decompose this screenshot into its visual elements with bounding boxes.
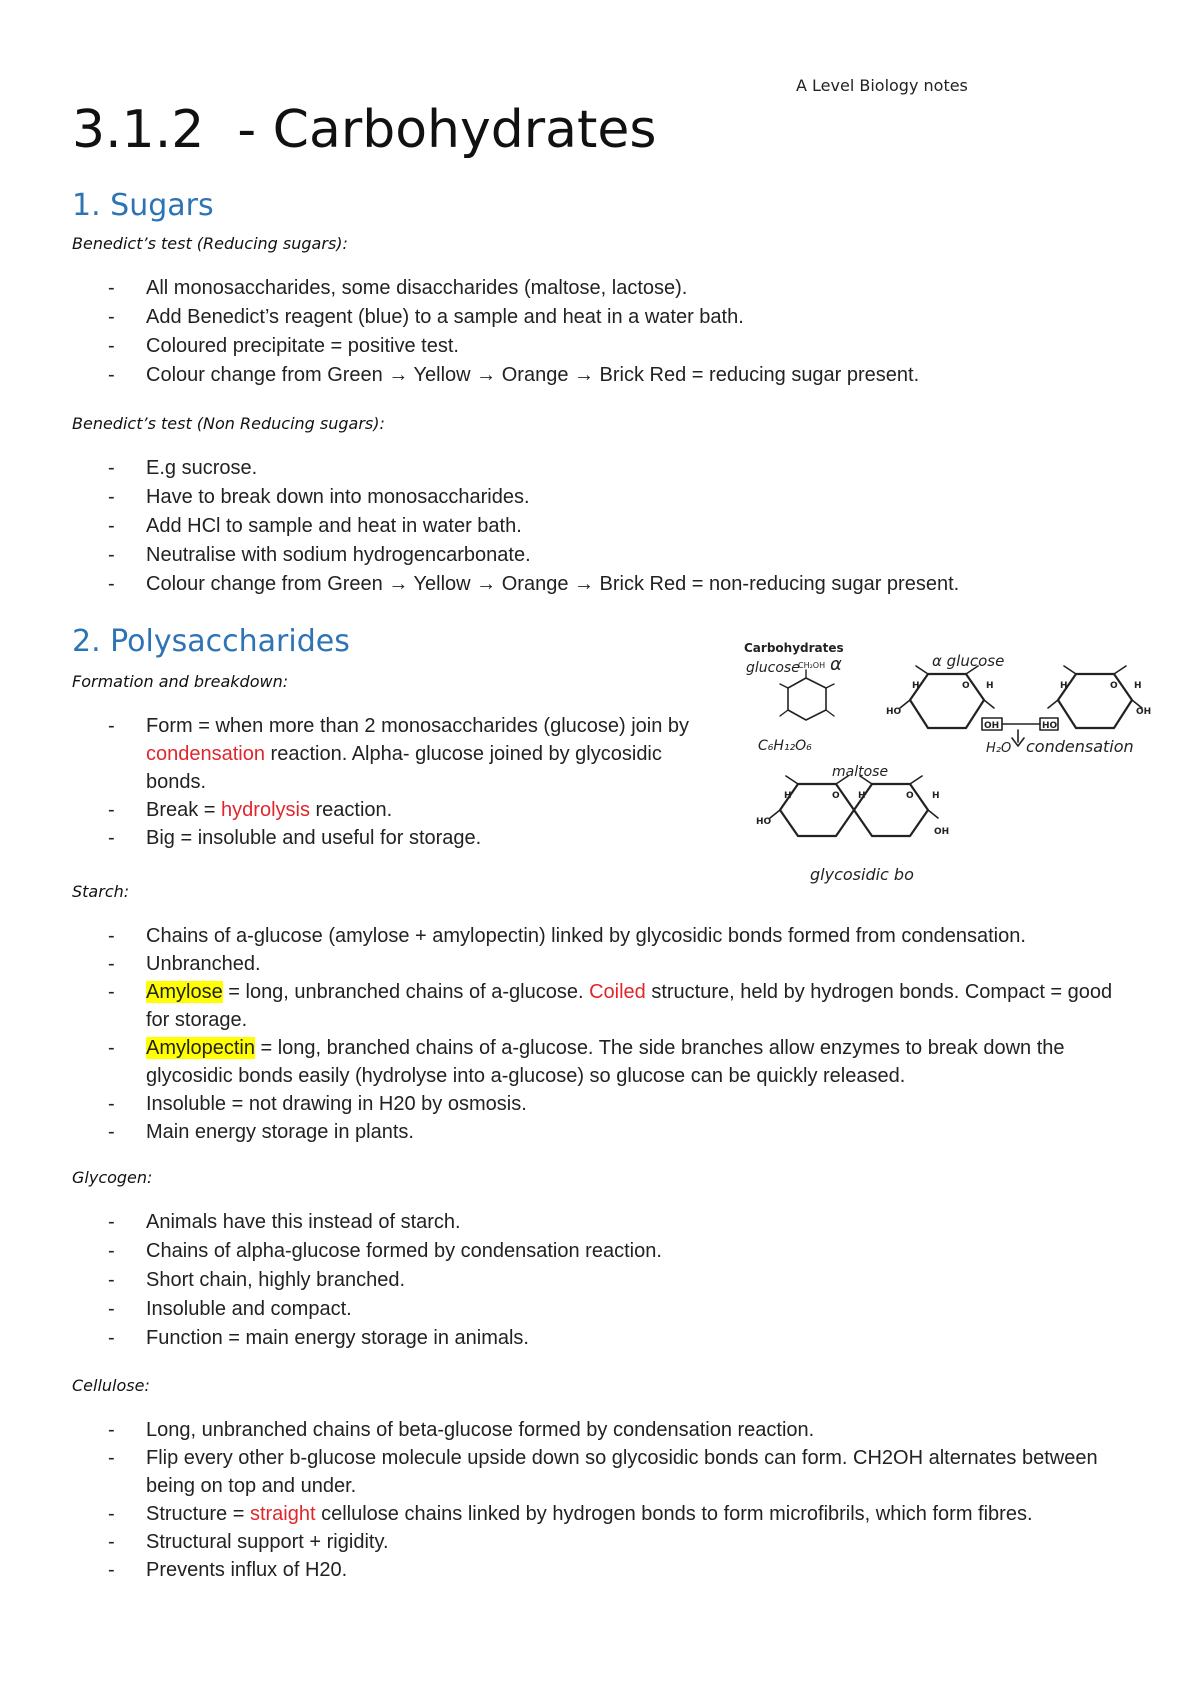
atom-label: H: [932, 791, 940, 801]
atom-label: O: [832, 791, 840, 801]
list-item: - Coloured precipitate = positive test.: [108, 332, 919, 361]
list-item: - Form = when more than 2 monosaccharides (glucose) join by condensation reaction. Alpha- glucose joined by glycosidic bonds.: [108, 712, 708, 796]
atom-label: H: [912, 681, 920, 691]
small-glucose-ring: [788, 678, 826, 720]
diagram-ch2oh: CH₂OH: [798, 661, 826, 670]
atom-label: O: [962, 681, 970, 691]
atom-label: O: [1110, 681, 1118, 691]
keyword-hydrolysis: hydrolysis: [221, 799, 310, 821]
second-glucose-ring: [1058, 674, 1132, 728]
highlight-amylopectin: Amylopectin: [146, 1037, 255, 1059]
diagram-maltose: maltose: [832, 764, 889, 780]
list-item: - Insoluble and compact.: [108, 1295, 662, 1324]
diagram-alpha-glucose: α glucose: [932, 652, 1005, 670]
list-item: - Chains of alpha-glucose formed by condensation reaction.: [108, 1237, 662, 1266]
keyword-straight: straight: [249, 1503, 316, 1525]
list-item: - Neutralise with sodium hydrogencarbonate.: [108, 541, 959, 570]
atom-label: OH: [1136, 707, 1152, 717]
list-item: - Amylose = long, unbranched chains of a-glucose. Coiled structure, held by hydrogen bonds. Compact = good for storage.: [108, 978, 1138, 1034]
list-item: - Add HCl to sample and heat in water bath.: [108, 512, 959, 541]
list-item: - Structure = straight cellulose chains linked by hydrogen bonds to form microfibrils, which form fibres.: [108, 1500, 1118, 1528]
list-reducing-sugars: [108, 274, 919, 390]
page-title: 3.1.2 - Carbohydrates: [72, 100, 657, 160]
list-starch: [108, 922, 1138, 1146]
list-item: - E.g sucrose.: [108, 454, 959, 483]
list-non-reducing-sugars: [108, 454, 959, 599]
label-glycogen: Glycogen:: [72, 1168, 153, 1187]
keyword-condensation: condensation: [146, 743, 265, 765]
diagram-title: Carbohydrates: [744, 641, 844, 655]
atom-label: H: [1134, 681, 1142, 691]
header-note: A Level Biology notes: [796, 76, 968, 95]
list-item: - Main energy storage in plants.: [108, 1118, 1138, 1146]
list-item: - Colour change from Green → Yellow → Orange → Brick Red = reducing sugar present.: [108, 361, 919, 390]
diagram-condensation: condensation: [1026, 737, 1134, 756]
highlight-amylose: Amylose: [146, 981, 223, 1003]
list-item: - Prevents influx of H20.: [108, 1556, 1118, 1584]
list-item: - Insoluble = not drawing in H20 by osmosis.: [108, 1090, 1138, 1118]
heading-sugars: 1. Sugars: [72, 188, 214, 223]
list-item: - Have to break down into monosaccharides.: [108, 483, 959, 512]
alpha-glucose-ring: [910, 674, 984, 728]
list-item: - Unbranched.: [108, 950, 1138, 978]
label-cellulose: Cellulose:: [72, 1376, 150, 1395]
label-formation-breakdown: Formation and breakdown:: [72, 672, 289, 691]
diagram-formula: C₆H₁₂O₆: [758, 738, 812, 754]
list-item: - Animals have this instead of starch.: [108, 1208, 662, 1237]
atom-label: H: [858, 791, 866, 801]
list-item: - Big = insoluble and useful for storage.: [108, 824, 708, 852]
atom-label: OH: [984, 721, 1000, 731]
atom-label: HO: [886, 707, 902, 717]
list-glycogen: [108, 1208, 662, 1353]
atom-label: HO: [756, 817, 772, 827]
list-item: - Colour change from Green → Yellow → Orange → Brick Red = non-reducing sugar present.: [108, 570, 959, 599]
list-formation: [108, 712, 708, 852]
heading-polysaccharides: 2. Polysaccharides: [72, 624, 350, 659]
diagram-glycosidic: glycosidic bo: [810, 865, 914, 884]
list-cellulose: [108, 1416, 1118, 1584]
carbohydrate-diagram: [740, 638, 1164, 888]
atom-label: H: [784, 791, 792, 801]
list-item: - Short chain, highly branched.: [108, 1266, 662, 1295]
list-item: - Flip every other b-glucose molecule upside down so glycosidic bonds can form. CH2OH alternates between being on top and under.: [108, 1444, 1118, 1500]
list-item: - Break = hydrolysis reaction.: [108, 796, 708, 824]
atom-label: OH: [934, 827, 950, 837]
list-item: - Add Benedict’s reagent (blue) to a sample and heat in a water bath.: [108, 303, 919, 332]
list-item: - Function = main energy storage in animals.: [108, 1324, 662, 1353]
atom-label: O: [906, 791, 914, 801]
atom-label: HO: [1042, 721, 1058, 731]
list-item: - Chains of a-glucose (amylose + amylopectin) linked by glycosidic bonds formed from condensation.: [108, 922, 1138, 950]
list-item: - Long, unbranched chains of beta-glucose formed by condensation reaction.: [108, 1416, 1118, 1444]
diagram-alpha: α: [830, 654, 842, 675]
diagram-h2o: H₂O: [986, 741, 1012, 756]
label-starch: Starch:: [72, 882, 130, 901]
list-item: - Structural support + rigidity.: [108, 1528, 1118, 1556]
atom-label: H: [1060, 681, 1068, 691]
label-benedicts-reducing: Benedict’s test (Reducing sugars):: [72, 234, 348, 253]
atom-label: H: [986, 681, 994, 691]
list-item: - Amylopectin = long, branched chains of a-glucose. The side branches allow enzymes to break down the glycosidic bonds easily (hydrolyse into a-glucose) so glucose can be quickly released.: [108, 1034, 1138, 1090]
label-benedicts-non-reducing: Benedict’s test (Non Reducing sugars):: [72, 414, 385, 433]
list-item: - All monosaccharides, some disaccharides (maltose, lactose).: [108, 274, 919, 303]
keyword-coiled: Coiled: [589, 981, 646, 1003]
diagram-glucose-label: glucose: [746, 660, 800, 676]
